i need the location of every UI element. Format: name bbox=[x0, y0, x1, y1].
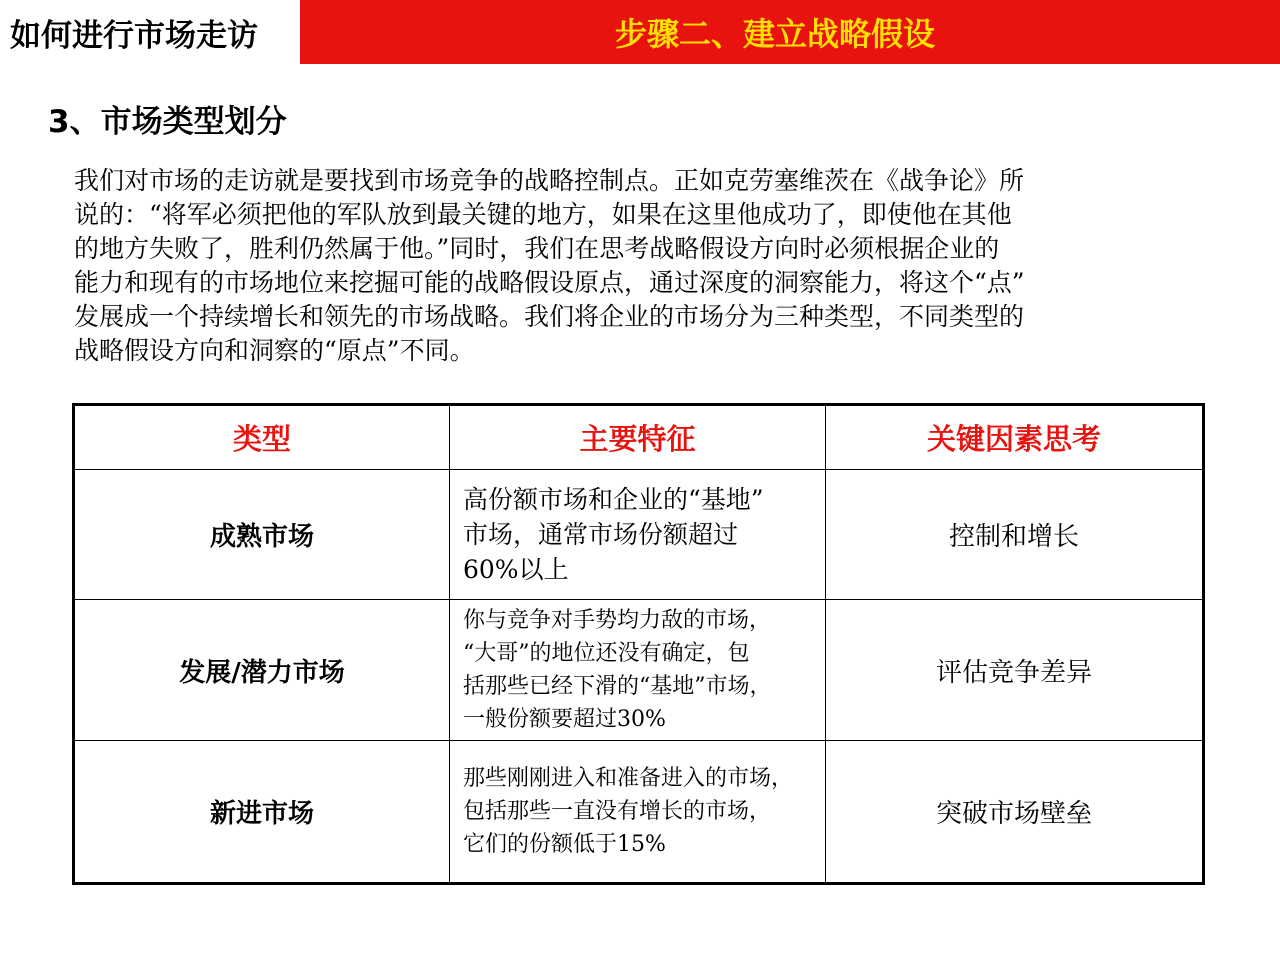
table-row bbox=[74, 741, 1204, 884]
key-factor-cell: 突破市场壁垒 bbox=[826, 741, 1204, 884]
feature-line: 60%以上 bbox=[463, 555, 569, 584]
market-types-table bbox=[72, 403, 1205, 885]
intro-paragraph bbox=[74, 164, 1174, 368]
feature-line: 包括那些一直没有增长的市场， bbox=[463, 799, 772, 824]
feature-line: 那些刚刚进入和准备进入的市场， bbox=[463, 766, 794, 791]
paragraph-line: 的地方失败了，胜利仍然属于他。”同时，我们在思考战略假设方向时必须根据企业的 bbox=[74, 234, 1000, 263]
key-factor-cell: 控制和增长 bbox=[826, 470, 1204, 600]
features-cell bbox=[450, 470, 826, 600]
step-title: 步骤二、建立战略假设 bbox=[614, 15, 935, 53]
deck-title bbox=[0, 0, 300, 64]
table-row bbox=[74, 600, 1204, 741]
features-cell bbox=[450, 600, 826, 741]
market-type-cell: 发展/潜力市场 bbox=[74, 600, 450, 741]
step-banner bbox=[300, 0, 1280, 64]
feature-line: 市场，通常市场份额超过 bbox=[463, 520, 739, 549]
feature-line: 你与竞争对手势均力敌的市场， bbox=[463, 608, 772, 633]
paragraph-line: 我们对市场的走访就是要找到市场竞争的战略控制点。正如克劳塞维茨在《战争论》所 bbox=[74, 166, 1025, 195]
market-type-cell: 成熟市场 bbox=[74, 470, 450, 600]
header-features: 主要特征 bbox=[450, 405, 826, 470]
feature-line: 括那些已经下滑的“基地”市场， bbox=[463, 674, 772, 699]
feature-line: 高份额市场和企业的“基地” bbox=[463, 485, 764, 514]
deck-title-text: 如何进行市场走访 bbox=[10, 17, 258, 54]
feature-line: “大哥”的地位还没有确定，包 bbox=[463, 641, 750, 666]
paragraph-line: 发展成一个持续增长和领先的市场战略。我们将企业的市场分为三种类型，不同类型的 bbox=[74, 302, 1025, 331]
paragraph-line: 说的：“将军必须把他的军队放到最关键的地方，如果在这里他成功了，即使他在其他 bbox=[74, 200, 1012, 229]
key-factor-cell: 评估竞争差异 bbox=[826, 600, 1204, 741]
paragraph-line: 战略假设方向和洞察的“原点”不同。 bbox=[74, 336, 475, 365]
table-row bbox=[74, 470, 1204, 600]
header-type: 类型 bbox=[74, 405, 450, 470]
header-key-factors: 关键因素思考 bbox=[826, 405, 1204, 470]
feature-line: 一般份额要超过30% bbox=[463, 707, 666, 732]
market-type-cell: 新进市场 bbox=[74, 741, 450, 884]
paragraph-line: 能力和现有的市场地位来挖掘可能的战略假设原点，通过深度的洞察能力，将这个“点” bbox=[74, 268, 1025, 297]
section-title: 3、市场类型划分 bbox=[48, 104, 287, 140]
features-cell bbox=[450, 741, 826, 884]
feature-line: 它们的份额低于15% bbox=[463, 832, 666, 857]
table-header-row bbox=[74, 405, 1204, 470]
header-bar bbox=[0, 0, 1280, 64]
